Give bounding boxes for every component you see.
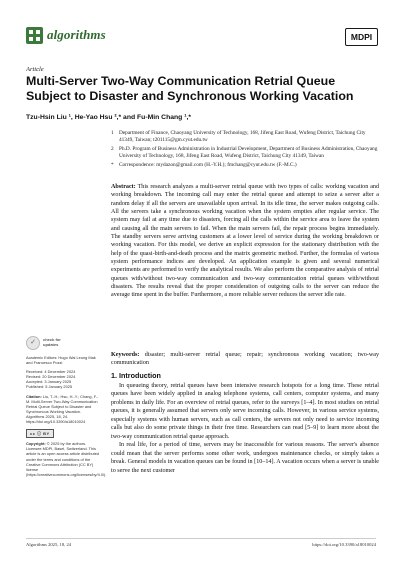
article-sidebar bbox=[26, 336, 107, 481]
affiliation-text: Ph.D. Program of Business Administration in Industrial Development, Department of Business Administration, Chaoyang University of Technology, 168, Jifeng East Road, Wufeng District, Taichung City 41349, Taiwan bbox=[119, 146, 378, 159]
journal-name[interactable]: algorithms bbox=[47, 27, 106, 42]
abstract-label: Abstract: bbox=[111, 184, 136, 190]
section-heading: 1. Introduction bbox=[111, 371, 161, 380]
affiliation-text: Department of Finance, Chaoyang University of Technology, 168, Jifeng East Road, Wufeng District, Taichung City 41349, Taiwan; t201115@gm.cyut.edu.tw bbox=[119, 130, 366, 143]
keywords-label: Keywords: bbox=[111, 352, 140, 358]
correspondence-text: Correspondence: mydazon@gmail.com (H.-Y.H.); fmchang@cyut.edu.tw (F.-M.C.) bbox=[119, 162, 297, 168]
affiliation-item bbox=[111, 130, 381, 144]
body-paragraph: In real life, for a period of time, servers may be inaccessible for various reasons. The server's absence could mean that the server performs some other work, undergoes maintenance checks, or simply takes a break. General models in vacation queues can be found in [10–14]. A vacation occurs when a server is unable to serve the next customer bbox=[111, 442, 379, 474]
footer-doi-link[interactable]: https://doi.org/10.3390/a18010024 bbox=[312, 542, 376, 547]
keywords bbox=[111, 351, 379, 368]
accepted-date: Accepted: 3 January 2025 bbox=[26, 379, 72, 385]
page-footer bbox=[26, 538, 376, 547]
revised-date: Revised: 20 December 2024 bbox=[26, 374, 76, 380]
published-date: Published: 5 January 2025 bbox=[26, 384, 73, 390]
abstract-text: This research analyzes a multi-server retrial queue with two types of calls: working vacation and working breakdown. The incoming call may enter the retrial queue and attempt to seize a server after a random delay if all the servers are unavailable upon arrival. In its idle time, the server makes outgoing calls. All the servers take a synchronous working vacation when the system empties after regular service. The system may fail at any time due to disasters, forcing all the calls within the service area to leave the system and causing all the main servers to fail. When the main servers fail, the repair process begins immediately. The standby servers serve arriving customers at a lower level of service during the working breakdown or working vacation. For this model, we derive an explicit expression for the stationary distribution with the help of the quasi-birth-and-death process and the matrix geometric method. Further, the formulas of various system performance indices are developed. An application example is given and several numerical experiments are performed to verify the analytical results. We also perform the comparative analysis of retrial queues with/without two-way communication and two-way communication retrial queues with/without disasters. The results reveal that the proper consideration of outgoing calls to the server can reduce the average time spent in the buffer. Furthermore, a more reliable server reduces the server idle rate. bbox=[111, 184, 379, 299]
affiliation-item bbox=[111, 162, 381, 169]
academic-editors: Academic Editors: Hugo Wai Leung Mak and Francesco Pozzi bbox=[26, 355, 96, 366]
body-text bbox=[111, 382, 379, 475]
article-type: Article bbox=[26, 66, 44, 73]
check-for-updates-button[interactable] bbox=[26, 336, 100, 350]
body-paragraph: In queueing theory, retrial queues have been intensive research hotspots for a long time. These retrial queues have been widely applied in analog telephone systems, call centers, computer systems, and many problems in daily life. For an overview of retrial queues, refer to the surveys [1–4]. In most studies on retrial queues, it is generally assumed that servers only serve incoming calls. However, in various service systems, especially systems with human servers, such as call centers, the servers not only need to service incoming calls but also do some private things in their free time. Researchers can read [5–9] to learn more about the two-way communication retrial queue approach. bbox=[111, 383, 379, 440]
copyright-text: © 2025 by the authors. Licensee MDPI, Basel, Switzerland. This article is an open access article distributed under the terms and conditions of the Creative Commons Attribution (CC BY) license (https://creativecommons.org/licenses/by/4.0/). bbox=[26, 441, 107, 477]
copyright bbox=[26, 441, 107, 477]
affiliation-number: 1 bbox=[111, 130, 114, 136]
author-list: Tzu-Hsin Liu ¹, He-Yao Hsu ²,* and Fu-Min Chang ¹,* bbox=[26, 114, 192, 121]
cc-by-license-badge[interactable]: cc ⓘ BY bbox=[26, 429, 54, 438]
keywords-text: disaster; multi-server retrial queue; repair; synchronous working vacation; two-way communication bbox=[111, 352, 379, 367]
affiliations bbox=[111, 130, 381, 169]
abstract bbox=[111, 183, 379, 300]
affiliation-number: 2 bbox=[111, 146, 114, 152]
check-label-line1: check for bbox=[43, 337, 61, 343]
affiliation-number: * bbox=[111, 162, 114, 168]
affiliation-item bbox=[111, 146, 381, 160]
received-date: Received: 4 December 2024 bbox=[26, 369, 76, 375]
citation-label: Citation: bbox=[26, 393, 42, 399]
check-label-line2: updates bbox=[43, 342, 59, 347]
citation bbox=[26, 394, 100, 425]
journal-logo bbox=[26, 27, 43, 44]
paper-title: Multi-Server Two-Way Communication Retrial Queue Subject to Disaster and Synchronous Working Vacation bbox=[26, 74, 354, 103]
publisher-logo[interactable]: MDPI bbox=[345, 28, 378, 46]
footer-citation: Algorithms 2025, 18, 24 bbox=[26, 542, 72, 547]
check-updates-label bbox=[43, 338, 61, 347]
copyright-label: Copyright: bbox=[26, 441, 46, 447]
check-updates-icon: ✓ bbox=[26, 336, 40, 350]
citation-text[interactable]: Liu, T.-H.; Hsu, H.-Y.; Chang, F.-M. Multi-Server Two-Way Communication Retrial Queue Subject to Disaster and Synchronous Working Vacation. Algorithms 2025, 18, 24. https://doi.org/10.3390/a18010024 bbox=[26, 393, 99, 425]
